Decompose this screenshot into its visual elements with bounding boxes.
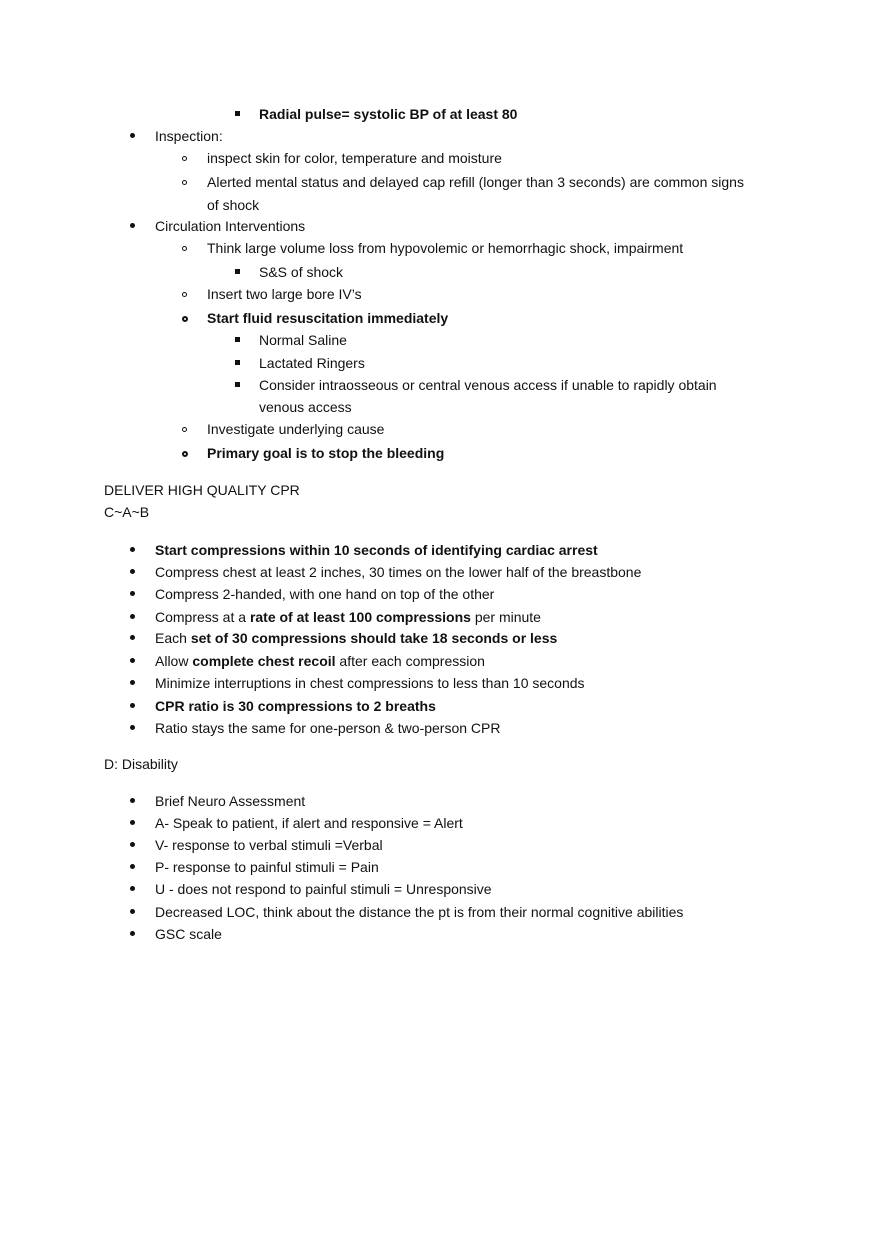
set-text-bold: set of 30 compressions should take 18 seconds or less [190, 630, 558, 646]
rate-text-bold: rate of at least 100 compressions [249, 609, 471, 625]
radial-pulse-line: Radial pulse= systolic BP of at least 80 [259, 106, 518, 122]
inspection-item-continued: of shock [207, 197, 260, 213]
bullet-dot-icon [130, 842, 135, 847]
disability-item: Decreased LOC, think about the distance the pt is from their normal cognitive abilities [155, 904, 684, 920]
think-volume-line: Think large volume loss from hypovolemic or hemorrhagic shock, impairment [207, 240, 684, 256]
disability-heading: D: Disability [104, 756, 178, 772]
cpr-item: Compress 2-handed, with one hand on top of the other [155, 586, 495, 602]
bullet-dot-icon [130, 820, 135, 825]
start-fluid-line: Start fluid resuscitation immediately [207, 310, 449, 326]
bullet-dot-icon [130, 614, 135, 619]
square-bullet-icon [235, 111, 240, 116]
recoil-text-bold: complete chest recoil [192, 653, 336, 669]
circle-bullet-icon [182, 292, 187, 297]
fluid-item: Lactated Ringers [259, 355, 365, 371]
recoil-text-pre: Allow [155, 653, 193, 669]
bullet-dot-icon [130, 223, 135, 228]
disability-item: GSC scale [155, 926, 222, 942]
circle-bullet-icon [182, 451, 188, 457]
circle-bullet-icon [182, 156, 187, 161]
consider-access-line-continued: venous access [259, 399, 352, 415]
disability-item: P- response to painful stimuli = Pain [155, 859, 379, 875]
bullet-dot-icon [130, 798, 135, 803]
cpr-item-set [155, 629, 557, 647]
recoil-text-post: after each compression [335, 653, 485, 669]
bullet-dot-icon [130, 133, 135, 138]
square-bullet-icon [235, 360, 240, 365]
disability-item: Brief Neuro Assessment [155, 793, 306, 809]
interventions-label: Circulation Interventions [155, 218, 306, 234]
cpr-item: Ratio stays the same for one-person & two-person CPR [155, 720, 501, 736]
circle-bullet-icon [182, 316, 188, 322]
disability-item: V- response to verbal stimuli =Verbal [155, 837, 383, 853]
cpr-item: Start compressions within 10 seconds of identifying cardiac arrest [155, 542, 598, 558]
bullet-dot-icon [130, 658, 135, 663]
insert-iv-line: Insert two large bore IV’s [207, 286, 362, 302]
rate-text-post: per minute [470, 609, 541, 625]
inspection-item: inspect skin for color, temperature and moisture [207, 150, 502, 166]
cpr-item-rate [155, 608, 541, 626]
bullet-dot-icon [130, 909, 135, 914]
circle-bullet-icon [182, 427, 187, 432]
bullet-dot-icon [130, 703, 135, 708]
disability-item: A- Speak to patient, if alert and responsive = Alert [155, 815, 463, 831]
inspection-item: Alerted mental status and delayed cap refill (longer than 3 seconds) are common signs [207, 174, 744, 190]
bullet-dot-icon [130, 886, 135, 891]
rate-text-pre: Compress at a [155, 609, 250, 625]
bullet-dot-icon [130, 591, 135, 596]
primary-goal-line: Primary goal is to stop the bleeding [207, 445, 445, 461]
set-text-pre: Each [155, 630, 191, 646]
cpr-item-recoil [155, 652, 485, 670]
cpr-item: Compress chest at least 2 inches, 30 times on the lower half of the breastbone [155, 564, 642, 580]
ss-shock-line: S&S of shock [259, 264, 344, 280]
disability-item: U - does not respond to painful stimuli = Unresponsive [155, 881, 492, 897]
circle-bullet-icon [182, 180, 187, 185]
bullet-dot-icon [130, 635, 135, 640]
consider-access-line: Consider intraosseous or central venous access if unable to rapidly obtain [259, 377, 717, 393]
square-bullet-icon [235, 382, 240, 387]
bullet-dot-icon [130, 569, 135, 574]
investigate-line: Investigate underlying cause [207, 421, 385, 437]
fluid-item: Normal Saline [259, 332, 347, 348]
bullet-dot-icon [130, 864, 135, 869]
bullet-dot-icon [130, 680, 135, 685]
bullet-dot-icon [130, 725, 135, 730]
inspection-label: Inspection: [155, 128, 223, 144]
cpr-item: CPR ratio is 30 compressions to 2 breaths [155, 698, 436, 714]
bullet-dot-icon [130, 547, 135, 552]
cpr-heading: DELIVER HIGH QUALITY CPR [104, 482, 300, 498]
square-bullet-icon [235, 337, 240, 342]
cpr-subheading: C~A~B [104, 504, 150, 520]
cpr-item: Minimize interruptions in chest compressions to less than 10 seconds [155, 675, 585, 691]
square-bullet-icon [235, 269, 240, 274]
circle-bullet-icon [182, 246, 187, 251]
bullet-dot-icon [130, 931, 135, 936]
